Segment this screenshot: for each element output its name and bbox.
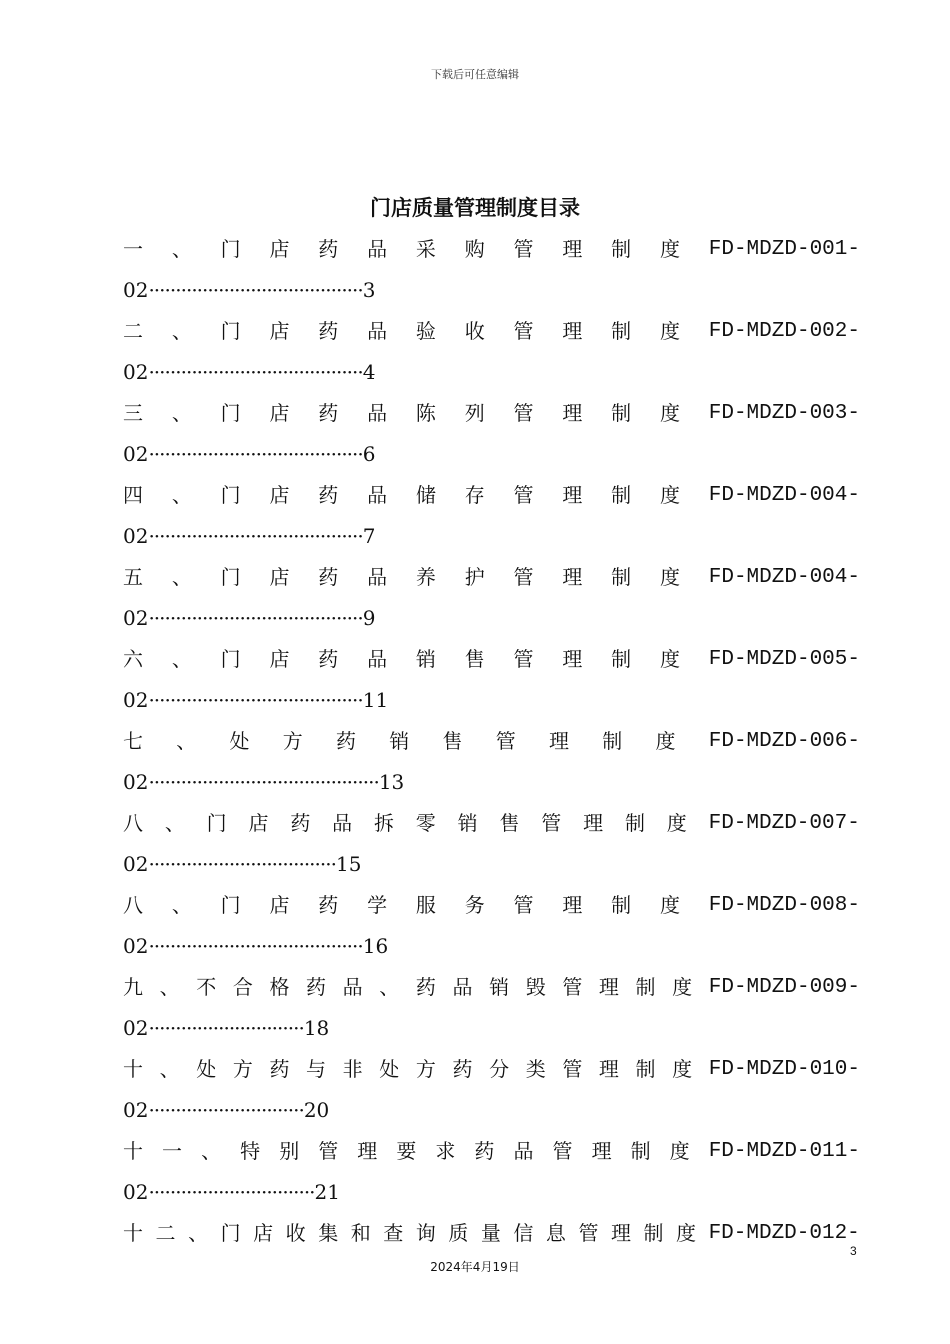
toc-entry-char: 门: [220, 565, 241, 589]
toc-entry-char: 品: [367, 319, 388, 343]
toc-entry-page-line: [123, 1172, 860, 1213]
toc-leader-dots: ········································: [148, 278, 363, 302]
toc-entry-char: 管: [513, 401, 534, 425]
toc-entry-char: 、: [171, 319, 192, 343]
toc-entry-char: 管: [562, 975, 583, 999]
toc-entry-page-number: 13: [378, 770, 405, 794]
toc-entry-char: 、: [176, 729, 197, 753]
toc-entry-char: 采: [415, 237, 436, 261]
toc-entry-char: 度: [672, 1057, 693, 1081]
toc-entry-char: 药: [318, 893, 339, 917]
toc-entry-char: 服: [415, 893, 436, 917]
toc-entry-char: 一: [123, 237, 143, 261]
toc-entry-code-suffix: 02: [123, 606, 149, 630]
toc-entry-code-suffix: 02: [123, 688, 149, 712]
toc-entry-char: 理: [598, 975, 619, 999]
toc-entry-char: 十: [123, 1057, 143, 1081]
toc-entry-page-line: [123, 516, 860, 557]
toc-entry-page-line: [123, 352, 860, 393]
toc-entry-title-line: [123, 557, 860, 598]
toc-entry-title-line: [123, 1049, 860, 1090]
toc-leader-dots: ···································: [148, 852, 336, 876]
toc-entry-page-number: 11: [362, 688, 389, 712]
toc-leader-dots: ········································: [148, 606, 363, 630]
toc-entry-page-number: 15: [335, 852, 362, 876]
toc-leader-dots: ·······························: [148, 1180, 315, 1204]
toc-entry-char: 拆: [373, 811, 394, 835]
toc-entry-char: 管: [495, 729, 516, 753]
toc-entry-char: 信: [513, 1221, 534, 1245]
toc-entry-char: 销: [389, 729, 410, 753]
toc-entry-char: 门: [220, 401, 241, 425]
toc-entry-char: 方: [232, 1057, 253, 1081]
toc-entry-char: 售: [499, 811, 520, 835]
toc-entry-char: 度: [659, 893, 680, 917]
toc-entry-char: 非: [342, 1057, 363, 1081]
toc-entry-char: 别: [279, 1139, 300, 1163]
toc-entry-char: 药: [318, 401, 339, 425]
toc-entry-code-suffix: 02: [123, 524, 149, 548]
toc-entry-char: 陈: [415, 401, 436, 425]
toc-entry-title-line: [123, 229, 860, 270]
toc-entry-char: 处: [229, 729, 250, 753]
toc-entry-char: 存: [464, 483, 485, 507]
toc-entry-char: 十: [123, 1139, 143, 1163]
toc-entry-char: 理: [591, 1139, 612, 1163]
toc-entry-char: 量: [480, 1221, 501, 1245]
toc-entry-code: FD-MDZD-002-: [708, 320, 860, 343]
toc-entry-page-number: 21: [314, 1180, 340, 1204]
toc-entry-char: 药: [318, 565, 339, 589]
toc-entry-char: 制: [635, 975, 656, 999]
toc-entry-char: 店: [269, 647, 290, 671]
toc-entry-page-line: [123, 926, 860, 967]
toc-entry-title-line: [123, 885, 860, 926]
toc-entry-char: 、: [159, 975, 180, 999]
toc-entry-page-line: [123, 762, 860, 803]
toc-entry-code: FD-MDZD-004-: [708, 484, 860, 507]
toc-entry-char: 方: [415, 1057, 436, 1081]
toc-entry-char: 理: [562, 401, 583, 425]
toc-entry-char: 品: [367, 237, 388, 261]
toc-entry-char: 理: [562, 565, 583, 589]
toc-entry-char: 学: [367, 893, 388, 917]
toc-entry-char: 药: [318, 237, 339, 261]
toc-entry-char: 销: [489, 975, 510, 999]
toc-entry-code: FD-MDZD-003-: [708, 402, 860, 425]
toc-entry-char: 理: [583, 811, 604, 835]
toc-entry-char: 九: [123, 975, 143, 999]
toc-entry-code: FD-MDZD-008-: [708, 894, 860, 917]
toc-entry-char: 管: [318, 1139, 339, 1163]
toc-entry-code: FD-MDZD-001-: [708, 238, 860, 261]
toc-entry-char: 度: [659, 565, 680, 589]
toc-entry-char: 要: [396, 1139, 417, 1163]
toc-entry-char: 品: [367, 483, 388, 507]
toc-entry-char: 品: [342, 975, 363, 999]
toc-entry-char: 六: [123, 647, 143, 671]
toc-entry-char: 理: [549, 729, 569, 753]
footer-date: 2024年4月19日: [430, 1260, 520, 1274]
toc-entry-title-line: [123, 475, 860, 516]
toc-entry-char: 和: [350, 1221, 371, 1245]
toc-entry-char: 制: [611, 565, 632, 589]
toc-entry-char: 分: [489, 1057, 510, 1081]
toc-entry-char: 门: [206, 811, 227, 835]
toc-entry-char: 集: [318, 1221, 339, 1245]
toc-entry-code-suffix: 02: [123, 1180, 149, 1204]
toc-entry-title-line: [123, 721, 860, 762]
toc-entry-char: 制: [643, 1221, 664, 1245]
toc-entry-code: FD-MDZD-010-: [708, 1058, 860, 1081]
toc-entry-char: 度: [659, 319, 680, 343]
toc-entry-char: 、: [171, 565, 192, 589]
toc-entry-page-line: [123, 434, 860, 475]
toc-entry-code: FD-MDZD-004-: [708, 566, 860, 589]
toc-entry-char: 药: [318, 483, 339, 507]
toc-entry-char: 列: [464, 401, 485, 425]
toc-entry-char: 管: [541, 811, 562, 835]
toc-entry-char: 制: [635, 1057, 656, 1081]
toc-entry-char: 品: [332, 811, 353, 835]
toc-entry-char: 药: [474, 1139, 495, 1163]
toc-entry-char: 销: [415, 647, 436, 671]
toc-entry-char: 询: [415, 1221, 436, 1245]
toc-entry-char: 类: [525, 1057, 546, 1081]
toc-entry-char: 药: [318, 647, 339, 671]
toc-entry-char: 零: [415, 811, 436, 835]
toc-entry-char: 、: [171, 401, 192, 425]
toc-entry-char: 药: [318, 319, 339, 343]
toc-entry-char: 药: [415, 975, 436, 999]
toc-entry-char: 处: [196, 1057, 217, 1081]
toc-entry-char: 品: [367, 565, 388, 589]
toc-entry-char: 制: [611, 647, 632, 671]
toc-entry-title-line: [123, 393, 860, 434]
toc-entry-char: 求: [435, 1139, 456, 1163]
toc-entry-char: 理: [562, 483, 583, 507]
page-number: 3: [850, 1244, 857, 1258]
toc-entry-char: 三: [123, 401, 143, 425]
toc-entry-char: 药: [306, 975, 327, 999]
toc-entry-char: 、: [171, 483, 192, 507]
toc-entry-char: 、: [171, 647, 192, 671]
toc-leader-dots: ········································: [148, 524, 363, 548]
toc-entry-char: 品: [367, 401, 388, 425]
toc-entry-char: 门: [220, 483, 241, 507]
toc-entry-char: 度: [655, 729, 676, 753]
toc-entry-char: 管: [513, 893, 534, 917]
toc-entry-code-suffix: 02: [123, 360, 149, 384]
toc-entry-char: 收: [464, 319, 485, 343]
toc-entry-char: 购: [464, 237, 485, 261]
toc-entry-char: 店: [248, 811, 269, 835]
toc-entry-char: 、: [188, 1221, 209, 1245]
toc-entry-page-number: 7: [362, 524, 376, 548]
toc-entry-char: 、: [159, 1057, 180, 1081]
toc-entry-title-line: [123, 1131, 860, 1172]
toc-entry-code: FD-MDZD-009-: [708, 976, 860, 999]
toc-entry-char: 毁: [525, 975, 546, 999]
toc-entry-char: 店: [269, 237, 290, 261]
toc-entry-page-number: 4: [362, 360, 376, 384]
toc-entry-char: 度: [676, 1221, 697, 1245]
toc-entry-char: 务: [464, 893, 485, 917]
toc-leader-dots: ·····························: [148, 1016, 304, 1040]
toc-entry-char: 理: [598, 1057, 619, 1081]
toc-entry-page-number: 6: [362, 442, 376, 466]
toc-entry-char: 度: [666, 811, 687, 835]
toc-entry-char: 度: [659, 401, 680, 425]
toc-entry-char: 收: [285, 1221, 306, 1245]
toc-entry-char: 制: [611, 319, 632, 343]
toc-entry-char: 度: [659, 483, 680, 507]
toc-entry-char: 理: [562, 647, 583, 671]
toc-entry-char: 度: [659, 647, 680, 671]
toc-entry-char: 管: [562, 1057, 583, 1081]
toc-entry-title-line: [123, 1213, 860, 1254]
toc-entry-char: 管: [513, 319, 534, 343]
toc-entry-char: 管: [513, 483, 534, 507]
toc-entry-page-line: [123, 598, 860, 639]
toc-entry-char: 二: [123, 319, 143, 343]
toc-entry-title-line: [123, 803, 860, 844]
toc-entry-char: 理: [357, 1139, 378, 1163]
toc-entry-char: 品: [452, 975, 473, 999]
toc-entry-char: 门: [220, 893, 241, 917]
toc-entry-char: 管: [513, 565, 534, 589]
toc-entry-char: 店: [269, 483, 290, 507]
toc-entry-page-number: 3: [362, 278, 376, 302]
toc-entry-char: 特: [240, 1139, 261, 1163]
toc-entry-page-line: [123, 1008, 860, 1049]
toc-entry-title-line: [123, 639, 860, 680]
toc-entry-code-suffix: 02: [123, 1016, 149, 1040]
toc-entry-page-line: [123, 680, 860, 721]
toc-entry-char: 质: [448, 1221, 469, 1245]
toc-entry-char: 查: [383, 1221, 404, 1245]
toc-entry-char: 合: [232, 975, 253, 999]
toc-entry-char: 制: [630, 1139, 651, 1163]
toc-leader-dots: ········································: [148, 688, 363, 712]
toc-entry-char: 八: [123, 811, 143, 835]
toc-entry-char: 、: [164, 811, 185, 835]
toc-entry-code-suffix: 02: [123, 442, 149, 466]
toc-entry-char: 售: [464, 647, 485, 671]
toc-entry-char: 一: [162, 1139, 183, 1163]
toc-entry-char: 药: [452, 1057, 473, 1081]
toc-entry-code-suffix: 02: [123, 852, 149, 876]
toc-entry-char: 制: [624, 811, 645, 835]
toc-entry-char: 店: [269, 319, 290, 343]
toc-entry-char: 四: [123, 483, 143, 507]
toc-entry-char: 制: [602, 729, 623, 753]
toc-entry-code: FD-MDZD-011-: [708, 1140, 860, 1163]
toc-entry-page-number: 9: [362, 606, 376, 630]
toc-entry-char: 度: [659, 237, 680, 261]
toc-entry-char: 制: [611, 401, 632, 425]
toc-entry-char: 制: [611, 483, 632, 507]
toc-entry-char: 护: [464, 565, 485, 589]
toc-entry-char: 二: [155, 1221, 176, 1245]
toc-entry-page-number: 16: [362, 934, 389, 958]
toc-entry-char: 理: [562, 237, 583, 261]
toc-entry-char: 息: [545, 1221, 566, 1245]
toc-entry-char: 管: [552, 1139, 573, 1163]
toc-entry-char: 、: [379, 975, 400, 999]
toc-entry-char: 品: [367, 647, 388, 671]
toc-entry-char: 门: [220, 647, 241, 671]
toc-leader-dots: ···········································: [148, 770, 379, 794]
toc-entry-char: 管: [513, 647, 534, 671]
toc-entry-char: 格: [269, 975, 290, 999]
toc-entry-char: 管: [513, 237, 534, 261]
toc-leader-dots: ········································: [148, 360, 363, 384]
toc-entry-char: 制: [611, 893, 632, 917]
toc-entry-char: 十: [123, 1221, 143, 1245]
toc-entry-code-suffix: 02: [123, 278, 149, 302]
toc-entry-page-line: [123, 1090, 860, 1131]
toc-entry-char: 店: [269, 893, 290, 917]
toc-leader-dots: ·····························: [148, 1098, 304, 1122]
toc-entry-code: FD-MDZD-007-: [708, 812, 860, 835]
toc-entry-char: 药: [290, 811, 311, 835]
toc-entry-char: 与: [306, 1057, 327, 1081]
toc-leader-dots: ········································: [148, 442, 363, 466]
toc-entry-char: 药: [336, 729, 356, 753]
toc-entry-code-suffix: 02: [123, 770, 149, 794]
toc-entry-char: 理: [610, 1221, 631, 1245]
toc-entry-char: 门: [220, 237, 241, 261]
toc-entry-char: 不: [196, 975, 217, 999]
toc-entry-char: 养: [415, 565, 436, 589]
toc-entry-char: 药: [269, 1057, 290, 1081]
toc-entry-char: 品: [513, 1139, 534, 1163]
toc-entry-char: 五: [123, 565, 143, 589]
toc-entry-code: FD-MDZD-005-: [708, 648, 860, 671]
toc-entry-title-line: [123, 967, 860, 1008]
toc-entry-char: 制: [611, 237, 632, 261]
page-title: 门店质量管理制度目录: [370, 195, 580, 220]
toc-entry-code-suffix: 02: [123, 934, 149, 958]
toc-entry-char: 度: [669, 1139, 690, 1163]
page-header: 下载后可任意编辑: [431, 68, 519, 81]
toc-entry-char: 门: [220, 319, 241, 343]
toc-entry-page-line: [123, 844, 860, 885]
toc-entry-page-line: [123, 270, 860, 311]
toc-entry-char: 、: [201, 1139, 222, 1163]
toc-leader-dots: ········································: [148, 934, 363, 958]
toc-entry-char: 店: [269, 565, 290, 589]
toc-entry-page-number: 20: [303, 1098, 330, 1122]
toc-entry-char: 、: [171, 237, 192, 261]
toc-entry-char: 验: [415, 319, 436, 343]
toc-entry-char: 门: [220, 1221, 241, 1245]
toc-entry-char: 处: [379, 1057, 400, 1081]
toc-entry-char: 储: [415, 483, 436, 507]
toc-entry-code-suffix: 02: [123, 1098, 149, 1122]
toc-entry-char: 店: [253, 1221, 274, 1245]
toc-entry-code: FD-MDZD-012-: [708, 1222, 860, 1245]
toc-entry-char: 度: [672, 975, 693, 999]
toc-entry-char: 理: [562, 893, 583, 917]
toc-entry-char: 售: [442, 729, 463, 753]
toc-entry-char: 销: [457, 811, 478, 835]
toc-entry-char: 理: [562, 319, 583, 343]
toc-entry-page-number: 18: [303, 1016, 330, 1040]
toc-entry-char: 管: [578, 1221, 599, 1245]
toc-entry-char: 、: [171, 893, 192, 917]
toc-entry-title-line: [123, 311, 860, 352]
toc-entry-char: 八: [123, 893, 143, 917]
toc-entry-char: 方: [282, 729, 303, 753]
table-of-contents: [123, 229, 860, 1254]
toc-entry-char: 店: [269, 401, 290, 425]
toc-entry-char: 七: [123, 729, 143, 753]
toc-entry-code: FD-MDZD-006-: [708, 730, 860, 753]
